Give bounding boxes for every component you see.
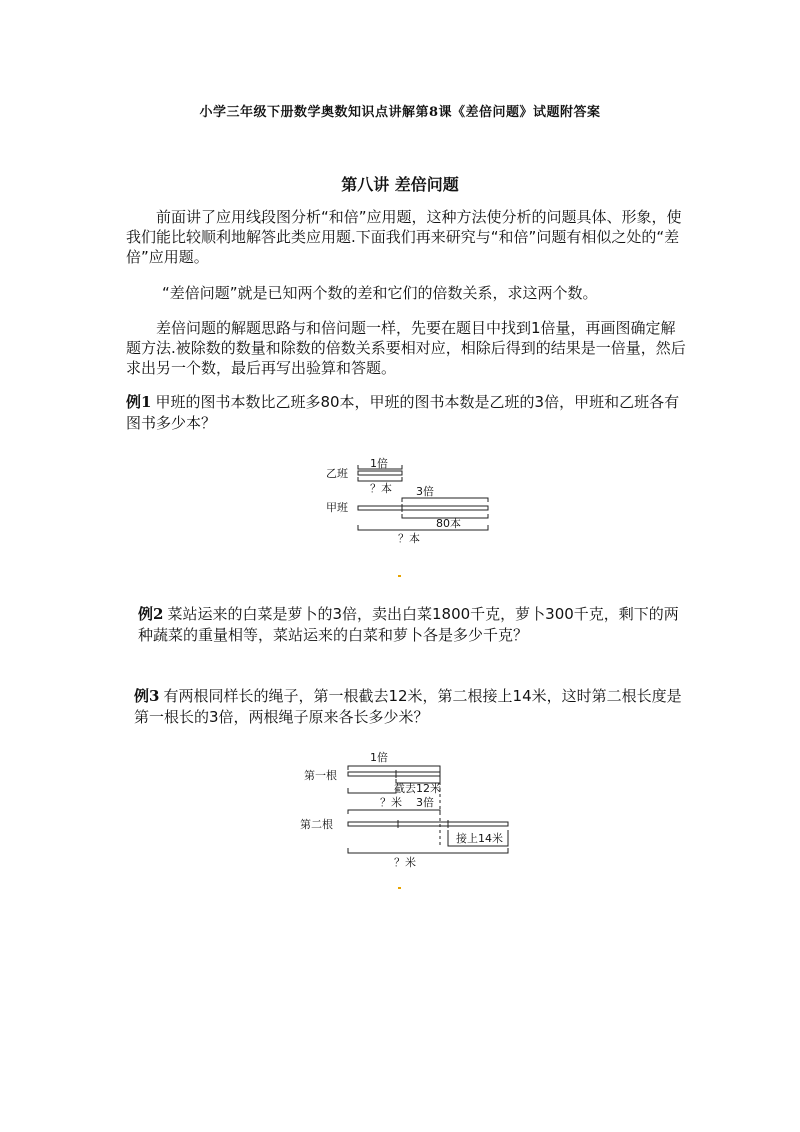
diagram1-row-a-label: 乙班 [326, 467, 348, 480]
diagram2-bar-b [348, 822, 508, 826]
example-1-text: 甲班的图书本数比乙班多80本，甲班的图书本数是乙班的3倍，甲班和乙班各有图书多少本？ [126, 393, 680, 432]
diagram2-cut-label: 截去12米 [394, 782, 441, 795]
diagram1-q-b-label: ？本 [398, 532, 420, 545]
diagram2-total-brace [348, 848, 508, 853]
intro-paragraph: 前面讲了应用线段图分析“和倍”应用题，这种方法使分析的问题具体、形象，使我们能比较顺利地解答此类应用题.下面我们再来研究与“和倍”问题有相似之处的“差倍”应用题。 [126, 208, 682, 266]
diagram2-stray-mark [398, 887, 401, 889]
diagram2-a-total-brace [348, 788, 396, 793]
diagram2-row-b-label: 第二根 [300, 818, 333, 831]
diagram1-row-b-label: 甲班 [326, 501, 348, 514]
diagram2-bar-a [348, 772, 440, 776]
diagram2-q-a-label: ？米 [380, 796, 402, 809]
method-paragraph: 差倍问题的解题思路与和倍问题一样，先要在题目中找到1倍量，再画图确定解题方法.被除数的数量和除数的倍数关系要相对应，相除后得到的结果是一倍量，然后求出另一个数，最后再写出验算和答题。 [126, 319, 686, 377]
diagram2-top-brace [348, 766, 440, 770]
example-3-label: 例3 [134, 687, 160, 705]
example-1-label: 例1 [126, 393, 152, 411]
diagram1-three-times-label: 3倍 [416, 485, 434, 498]
diagram2-three-times-label: 3倍 [416, 796, 434, 809]
diagram1-q-a-label: ？本 [370, 482, 392, 495]
diagram1-diff-label: 80本 [436, 517, 461, 530]
definition-paragraph: “差倍问题”就是已知两个数的差和它们的倍数关系，求这两个数。 [162, 284, 598, 302]
diagram2-row-a-label: 第一根 [304, 769, 337, 782]
lecture-title: 第八讲 差倍问题 [341, 175, 459, 194]
diagram2-add-label: 接上14米 [456, 832, 503, 845]
diagram2-three-times-brace [348, 810, 440, 814]
diagram1-one-times-label: 1倍 [370, 457, 388, 470]
example-2-label: 例2 [138, 605, 164, 623]
example-3-text: 有两根同样长的绳子，第一根截去12米，第二根接上14米，这时第二根长度是第一根长的3倍，两根绳子原来各长多少米？ [134, 687, 682, 726]
diagram2-q-b-label: ？米 [394, 856, 416, 869]
document-header: 小学三年级下册数学奥数知识点讲解第8课《差倍问题》试题附答案 [199, 105, 601, 120]
example-2-text: 菜站运来的白菜是萝卜的3倍，卖出白菜1800千克，萝卜300千克，剩下的两种蔬菜的重量相等，菜站运来的白菜和萝卜各是多少千克？ [138, 605, 679, 644]
diagram2-one-times-label: 1倍 [370, 751, 388, 764]
